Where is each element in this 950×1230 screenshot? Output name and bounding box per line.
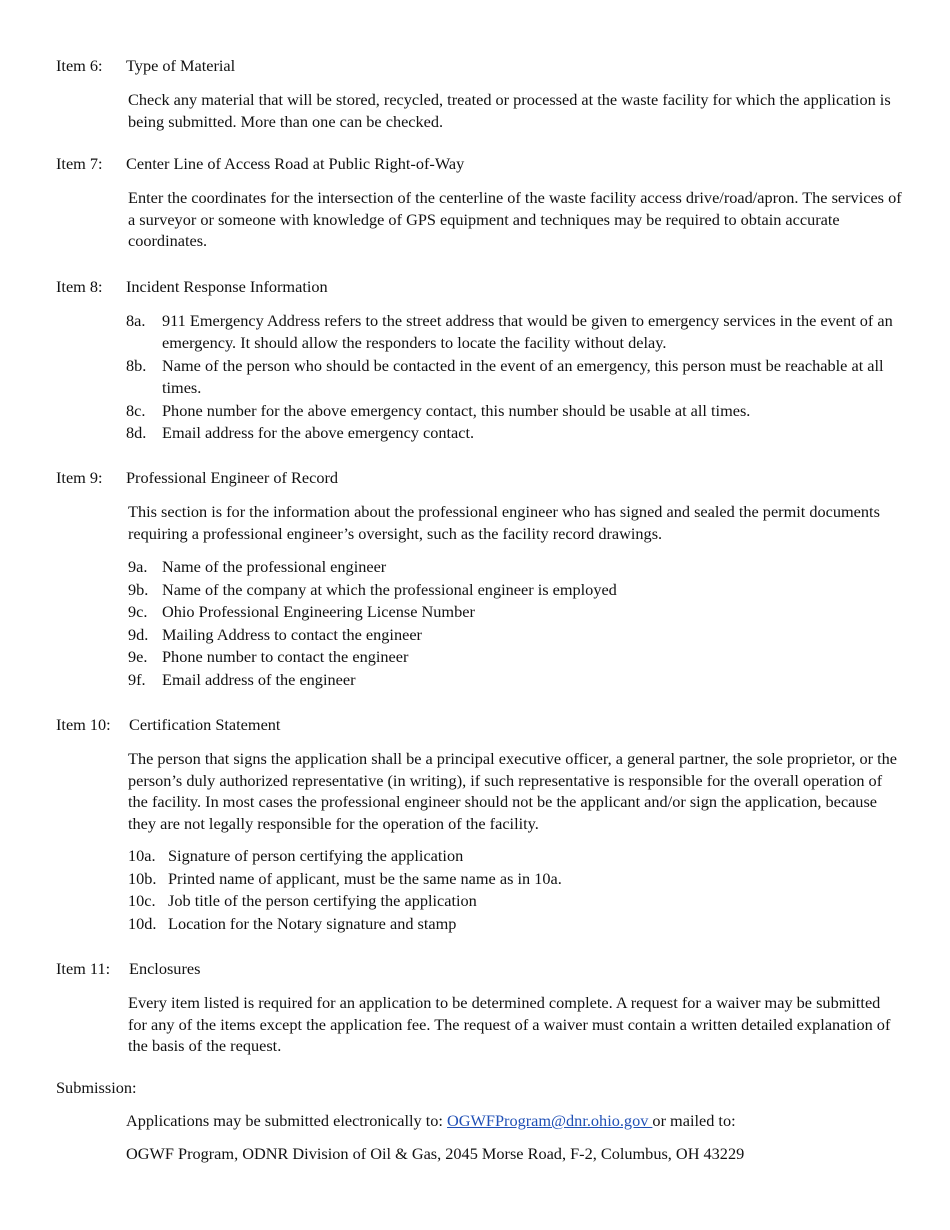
list-item	[128, 913, 828, 935]
list-item	[126, 310, 906, 354]
item-7-header	[56, 154, 464, 174]
submission-prefix: Applications may be submitted electronically to:	[126, 1111, 448, 1130]
item-number: 10b.	[128, 869, 157, 888]
item-number: 9d.	[128, 625, 149, 644]
list-item	[128, 556, 828, 578]
item-number: 10d.	[128, 914, 157, 933]
item-number: 9a.	[128, 557, 148, 576]
list-item	[128, 624, 828, 646]
item-text: Name of the person who should be contacted in the event of an emergency, this person must be reachable at all times.	[162, 356, 884, 397]
item-number: 8b.	[126, 356, 147, 375]
item-number: 8d.	[126, 423, 147, 442]
item-label: Item 8:	[56, 277, 103, 296]
item-9-header	[56, 468, 338, 488]
item-9-description: This section is for the information about the professional engineer who has signed and sealed the permit documents requiring a professional engineer’s oversight, such as the facility record drawings.	[128, 502, 880, 543]
list-item	[126, 422, 906, 444]
list-item	[128, 868, 828, 890]
item-number: 10a.	[128, 846, 156, 865]
item-label: Item 6:	[56, 56, 103, 75]
item-label: Item 9:	[56, 468, 103, 487]
submission-suffix: or mailed to:	[652, 1111, 736, 1130]
item-text: Phone number to contact the engineer	[162, 647, 409, 666]
item-label: Item 11:	[56, 959, 111, 978]
item-text: Location for the Notary signature and stamp	[168, 914, 457, 933]
item-10-description: The person that signs the application shall be a principal executive officer, a general partner, the sole proprietor, or the person’s duly authorized representative (in writing), if such representative is responsible for the overall operation of the facility. In most cases the professional engineer should not be the applicant and/or sign the application, because they are not legally responsible for the operation of the facility.	[128, 749, 898, 833]
list-item	[128, 601, 828, 623]
item-number: 9b.	[128, 580, 149, 599]
item-7-description: Enter the coordinates for the intersection of the centerline of the waste facility access drive/road/apron. The services of a surveyor or someone with knowledge of GPS equipment and techniques may be required to obtain accurate coordinates.	[128, 188, 902, 250]
item-8-header	[56, 277, 328, 297]
item-text: Job title of the person certifying the application	[168, 891, 477, 910]
item-title: Type of Material	[126, 56, 236, 75]
item-text: 911 Emergency Address refers to the street address that would be given to emergency services in the event of an emergency. It should allow the responders to locate the facility without delay.	[162, 311, 893, 352]
item-text: Name of the company at which the professional engineer is employed	[162, 580, 617, 599]
list-item	[128, 646, 828, 668]
item-text: Printed name of applicant, must be the same name as in 10a.	[168, 869, 562, 888]
list-item	[128, 669, 828, 691]
item-label: Item 7:	[56, 154, 103, 173]
list-item	[128, 579, 828, 601]
list-item	[128, 890, 828, 912]
submission-line	[126, 1111, 916, 1131]
mailing-address: OGWF Program, ODNR Division of Oil & Gas, 2045 Morse Road, F-2, Columbus, OH 43229	[126, 1144, 745, 1163]
item-number: 8c.	[126, 401, 146, 420]
item-11-header	[56, 959, 200, 979]
item-6-header	[56, 56, 235, 76]
item-6-description: Check any material that will be stored, recycled, treated or processed at the waste facility for which the application is being submitted. More than one can be checked.	[128, 90, 891, 131]
item-number: 9c.	[128, 602, 148, 621]
list-item	[126, 400, 906, 422]
item-number: 9e.	[128, 647, 148, 666]
item-text: Phone number for the above emergency contact, this number should be usable at all times.	[162, 401, 751, 420]
item-text: Name of the professional engineer	[162, 557, 387, 576]
item-text: Mailing Address to contact the engineer	[162, 625, 422, 644]
list-item	[126, 355, 906, 399]
list-item	[128, 845, 828, 867]
item-label: Item 10:	[56, 715, 111, 734]
item-title: Certification Statement	[129, 715, 281, 734]
item-text: Ohio Professional Engineering License Number	[162, 602, 475, 621]
item-number: 8a.	[126, 311, 146, 330]
item-11-description: Every item listed is required for an application to be determined complete. A request for a waiver may be submitted for any of the items except the application fee. The request of a waiver must contain a written detailed explanation of the basis of the request.	[128, 993, 891, 1055]
item-text: Email address for the above emergency contact.	[162, 423, 475, 442]
email-link[interactable]: OGWFProgram@dnr.ohio.gov	[447, 1111, 653, 1130]
item-text: Signature of person certifying the application	[168, 846, 464, 865]
item-number: 10c.	[128, 891, 156, 910]
submission-header: Submission:	[56, 1078, 137, 1097]
item-title: Enclosures	[129, 959, 201, 978]
item-10-header	[56, 715, 280, 735]
item-title: Center Line of Access Road at Public Right-of-Way	[126, 154, 465, 173]
item-title: Incident Response Information	[126, 277, 328, 296]
item-number: 9f.	[128, 670, 146, 689]
item-text: Email address of the engineer	[162, 670, 356, 689]
item-title: Professional Engineer of Record	[126, 468, 339, 487]
